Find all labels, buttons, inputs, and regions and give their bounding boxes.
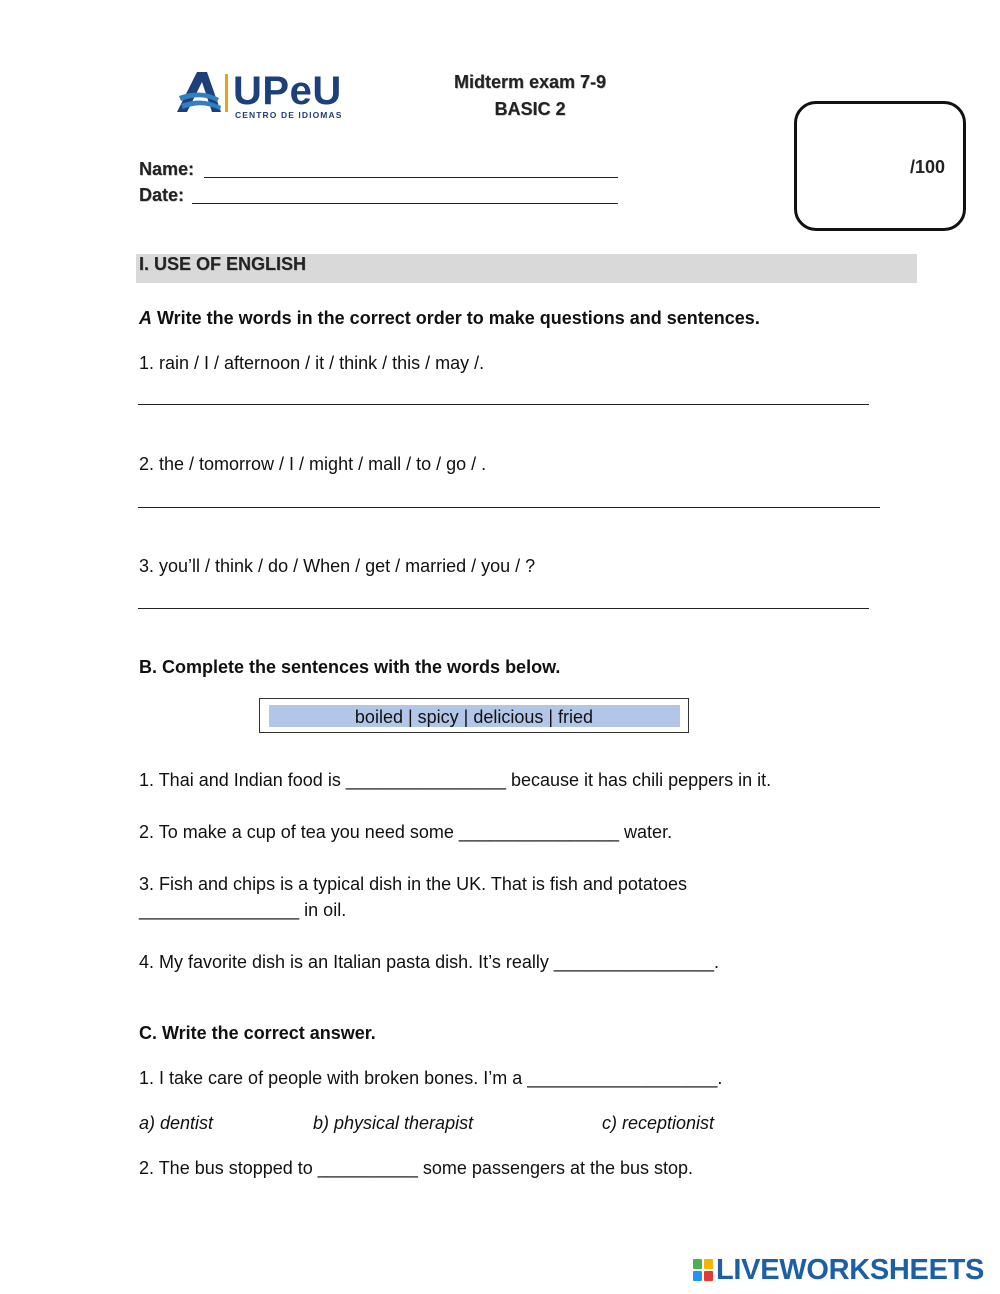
exam-title: Midterm exam 7-9 bbox=[453, 72, 607, 92]
part-a-instruction-text: Write the words in the correct order to make questions and sentences. bbox=[152, 308, 760, 328]
part-b-item-3: 3. Fish and chips is a typical dish in the UK. That is fish and potatoes bbox=[139, 874, 687, 894]
word-bank-text: boiled | spicy | delicious | fried bbox=[354, 707, 594, 727]
part-c-question-1: 1. I take care of people with broken bones. I’m a ___________________. bbox=[139, 1068, 723, 1088]
part-a-item-1: 1. rain / I / afternoon / it / think / this / may /. bbox=[139, 353, 485, 373]
liveworksheets-logo-icon bbox=[693, 1259, 713, 1281]
part-b-item-2: 2. To make a cup of tea you need some ________________ water. bbox=[139, 822, 673, 842]
liveworksheets-wordmark: LIVEWORKSHEETS bbox=[716, 1254, 985, 1286]
part-a-answer-line-3[interactable] bbox=[138, 608, 869, 609]
date-label: Date: bbox=[139, 185, 185, 205]
option-a[interactable]: a) dentist bbox=[139, 1113, 214, 1133]
word-bank-box bbox=[259, 698, 689, 733]
part-a-item-3: 3. you’ll / think / do / When / get / married / you / ? bbox=[139, 556, 536, 576]
part-a-answer-line-2[interactable] bbox=[138, 507, 880, 508]
date-field-line[interactable] bbox=[192, 203, 618, 204]
part-c-question-2: 2. The bus stopped to __________ some passengers at the bus stop. bbox=[139, 1158, 694, 1178]
name-label: Name: bbox=[139, 159, 195, 179]
part-a-letter: A bbox=[139, 308, 152, 328]
exam-level: BASIC 2 bbox=[494, 99, 566, 119]
option-b[interactable]: b) physical therapist bbox=[313, 1113, 474, 1133]
part-b-instruction: B. Complete the sentences with the words below. bbox=[139, 657, 561, 677]
part-b-item-1: 1. Thai and Indian food is ________________ because it has chili peppers in it. bbox=[139, 770, 772, 790]
name-field-line[interactable] bbox=[204, 177, 618, 178]
part-a-instruction bbox=[139, 307, 760, 329]
part-a-item-2: 2. the / tomorrow / I / might / mall / to / go / . bbox=[139, 454, 487, 474]
logo-subtitle: CENTRO DE IDIOMAS bbox=[235, 110, 343, 120]
part-b-item-4: 4. My favorite dish is an Italian pasta dish. It’s really ________________. bbox=[139, 952, 720, 972]
part-a-answer-line-1[interactable] bbox=[138, 404, 869, 405]
upeu-logo-mark-icon bbox=[175, 70, 231, 114]
option-c[interactable]: c) receptionist bbox=[602, 1113, 715, 1133]
logo-word: UPeU bbox=[233, 69, 342, 113]
section-title: I. USE OF ENGLISH bbox=[139, 254, 307, 274]
score-label: /100 bbox=[910, 157, 946, 177]
upeu-logo bbox=[175, 68, 375, 124]
part-c-instruction: C. Write the correct answer. bbox=[139, 1023, 376, 1043]
part-b-item-3-continued: ________________ in oil. bbox=[139, 900, 347, 920]
